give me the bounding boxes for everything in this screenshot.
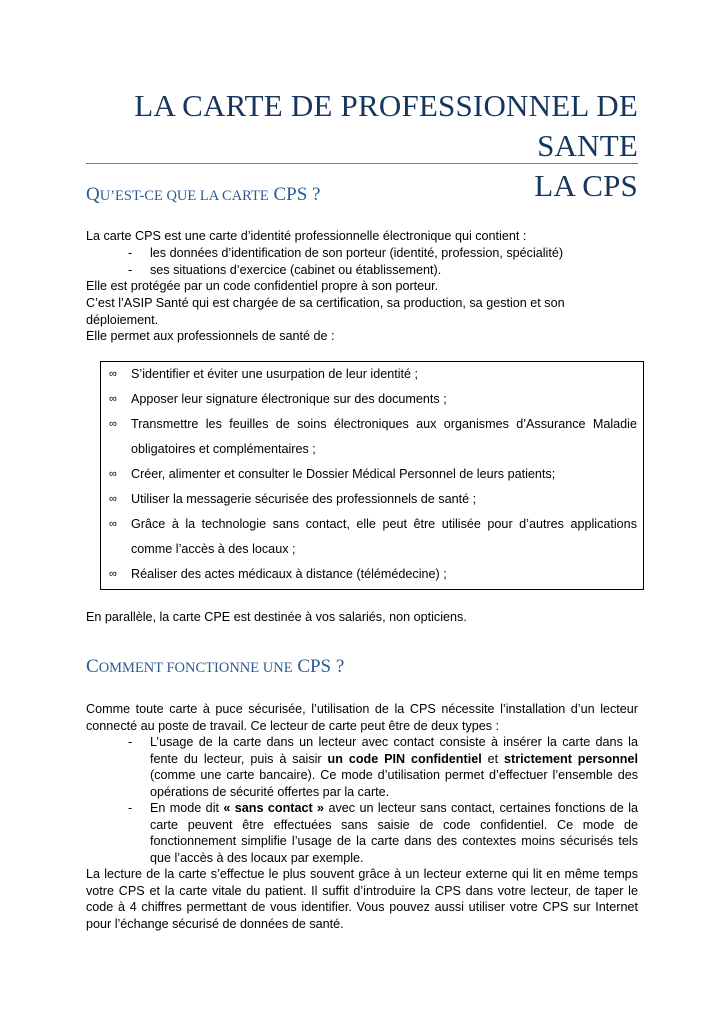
list-item: ∞ Grâce à la technologie sans contact, elle peut être utilisée pour d’autres applications comme l’accès à des locaux ;	[109, 512, 637, 562]
list-item: - L’usage de la carte dans un lecteur avec contact consiste à insérer la carte dans la fente du lecteur, puis à saisir un code PIN confidentiel et strictement personnel (comme une carte bancaire). Ce mode d’utilisation permet d’effectuer l’ensemble des opérations de sécurité offertes par la carte.	[128, 735, 638, 799]
asip-text: C’est l’ASIP Santé qui est chargée de sa certification, sa production, sa gestion et son déploiement.	[86, 296, 565, 327]
list-item: ∞ S’identifier et éviter une usurpation de leur identité ;	[109, 362, 637, 387]
title-line-2: LA CPS	[534, 168, 638, 203]
infinity-bullet-icon: ∞	[109, 418, 117, 430]
list-item: ∞ Utiliser la messagerie sécurisée des professionnels de santé ;	[109, 487, 637, 512]
infinity-bullet-icon: ∞	[109, 518, 117, 530]
section2-intro: Comme toute carte à puce sécurisée, l’utilisation de la CPS nécessite l’installation d’un lecteur connecté au poste de travail. Ce lecteur de carte peut être de deux types :	[86, 702, 638, 733]
list-item: - ses situations d’exercice (cabinet ou établissement).	[128, 263, 442, 277]
protected-text: Elle est protégée par un code confidentiel propre à son porteur.	[86, 279, 439, 293]
infinity-bullet-icon: ∞	[109, 368, 117, 380]
infinity-bullet-icon: ∞	[109, 468, 117, 480]
list-item: ∞ Réaliser des actes médicaux à distance (télémédecine) ;	[109, 562, 637, 587]
list-item: ∞ Apposer leur signature électronique sur des documents ;	[109, 387, 637, 412]
list-item: ∞ Créer, alimenter et consulter le Dossier Médical Personnel de leurs patients;	[109, 462, 637, 487]
list-item: - En mode dit « sans contact » avec un lecteur sans contact, certaines fonctions de la carte peuvent être effectuées sans saisie de code confidentiel. Ce mode de fonctionnement simplifie l’usage de la carte dans des contextes moins sécurisés tels que l’accès à des locaux par exemple.	[128, 801, 638, 865]
section2-outro: La lecture de la carte s’effectue le plus souvent grâce à un lecteur externe qui lit en même temps votre CPS et la carte vitale du patient. Il suffit d’introduire la CPS dans votre lecteur, de taper le code à 4 chiffres permettant de vous identifier. Vous pouvez aussi utiliser votre CPS sur Internet pour l’échange sécurisé de données de santé.	[86, 867, 638, 931]
section1-intro: La carte CPS est une carte d’identité professionnelle électronique qui contient :	[86, 229, 527, 243]
title-divider	[86, 163, 638, 164]
section-heading-how-it-works: COMMENT FONCTIONNE UNE CPS ?	[86, 656, 345, 677]
title-line-1: LA CARTE DE PROFESSIONNEL DE SANTE	[134, 88, 638, 163]
infinity-bullet-icon: ∞	[109, 393, 117, 405]
parallel-text: En parallèle, la carte CPE est destinée à vos salariés, non opticiens.	[86, 610, 467, 624]
section-heading-what-is: QU’EST-CE QUE LA CARTE CPS ?	[86, 184, 321, 205]
list-item: ∞ Transmettre les feuilles de soins électroniques aux organismes d’Assurance Maladie obligatoires et complémentaires ;	[109, 412, 637, 462]
list-item: - les données d’identification de son porteur (identité, profession, spécialité)	[128, 246, 564, 260]
permet-text: Elle permet aux professionnels de santé de :	[86, 329, 335, 343]
capabilities-box	[100, 361, 644, 590]
infinity-bullet-icon: ∞	[109, 568, 117, 580]
infinity-bullet-icon: ∞	[109, 493, 117, 505]
